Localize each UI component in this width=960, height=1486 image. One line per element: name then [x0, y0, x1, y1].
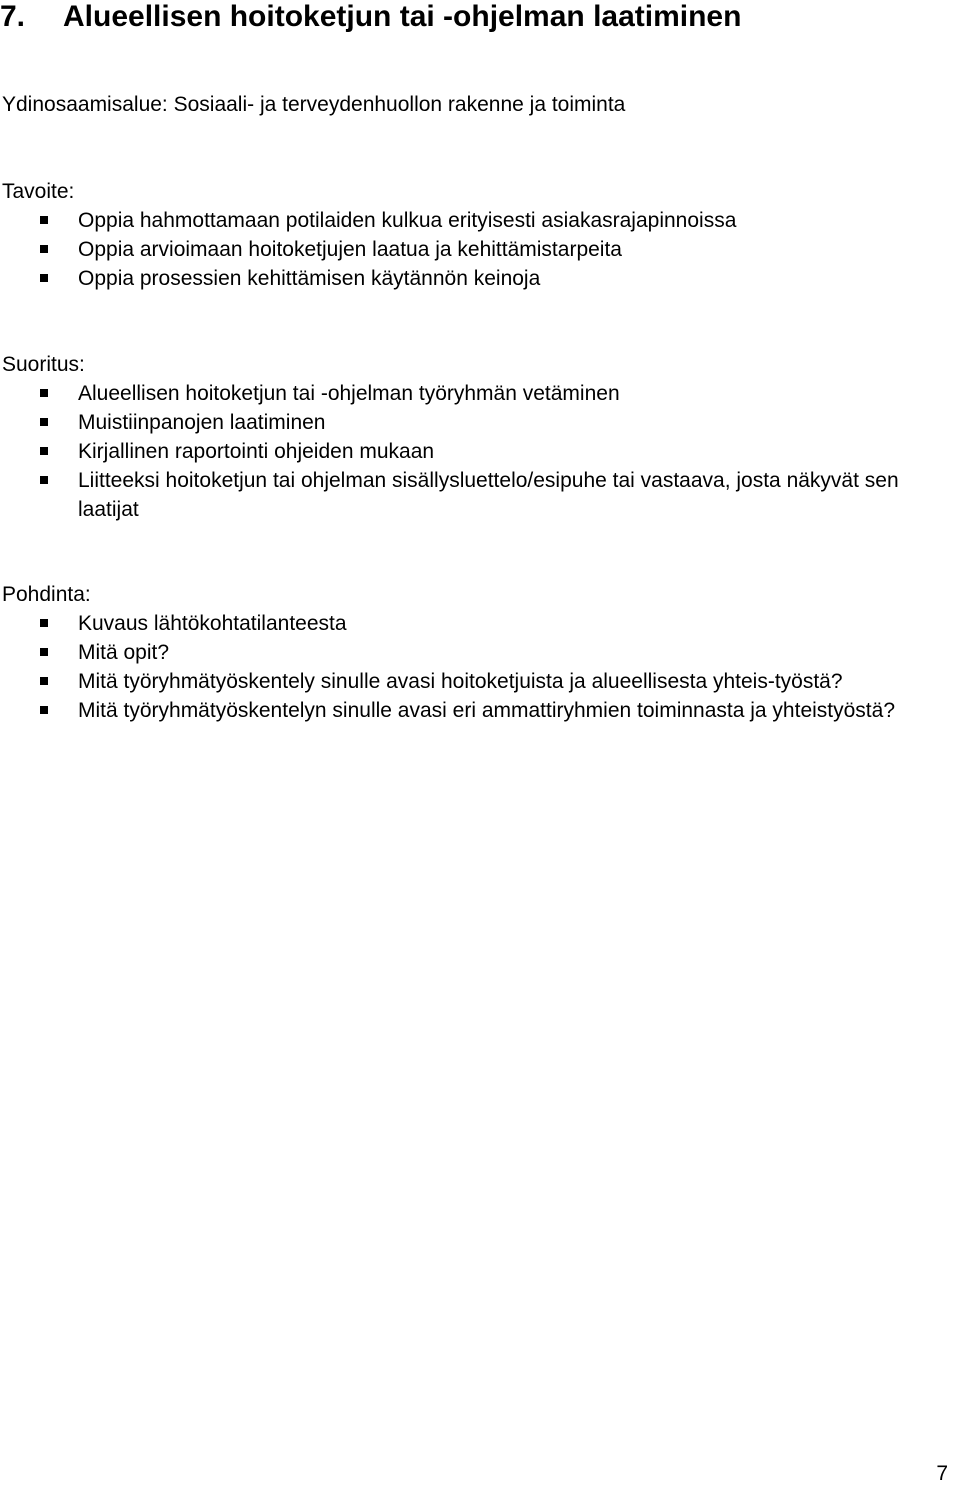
square-bullet-icon	[40, 274, 48, 282]
list-item	[2, 466, 952, 524]
square-bullet-icon	[40, 389, 48, 397]
list-item-text: Mitä työryhmätyöskentely sinulle avasi hoitoketjuista ja alueellisesta yhteis-työstä?	[78, 670, 843, 693]
square-bullet-icon	[40, 706, 48, 714]
list-item-text: Liitteeksi hoitoketjun tai ohjelman sisällysluettelo/esipuhe tai vastaava, josta näkyvät sen laatijat	[78, 469, 899, 521]
section-suoritus	[2, 350, 952, 524]
square-bullet-icon	[40, 619, 48, 627]
list-item-text: Alueellisen hoitoketjun tai -ohjelman työryhmän vetäminen	[78, 382, 620, 405]
list-item-text: Kirjallinen raportointi ohjeiden mukaan	[78, 440, 435, 463]
tavoite-list	[2, 206, 952, 293]
list-item	[2, 264, 952, 293]
list-item	[2, 638, 952, 667]
section-label-pohdinta: Pohdinta:	[2, 583, 91, 606]
section-heading	[0, 0, 741, 34]
list-item-text: Mitä työryhmätyöskentelyn sinulle avasi eri ammattiryhmien toiminnasta ja yhteistyöstä?	[78, 699, 896, 722]
list-item	[2, 437, 952, 466]
section-label-tavoite: Tavoite:	[2, 180, 75, 203]
square-bullet-icon	[40, 245, 48, 253]
page-number: 7	[936, 1462, 948, 1485]
pohdinta-list	[2, 609, 952, 725]
list-item-text: Mitä opit?	[78, 641, 170, 664]
section-number: 7.	[0, 0, 26, 33]
square-bullet-icon	[40, 476, 48, 484]
list-item-text: Kuvaus lähtökohtatilanteesta	[78, 612, 347, 635]
list-item-text: Muistiinpanojen laatiminen	[78, 411, 326, 434]
list-item	[2, 667, 952, 696]
list-item	[2, 696, 952, 725]
list-item-text: Oppia hahmottamaan potilaiden kulkua erityisesti asiakasrajapinnoissa	[78, 209, 737, 232]
core-area-line: Ydinosaamisalue: Sosiaali- ja terveydenhuollon rakenne ja toiminta	[2, 93, 626, 116]
list-item-text: Oppia prosessien kehittämisen käytännön keinoja	[78, 267, 541, 290]
list-item	[2, 609, 952, 638]
square-bullet-icon	[40, 447, 48, 455]
square-bullet-icon	[40, 648, 48, 656]
list-item-text: Oppia arvioimaan hoitoketjujen laatua ja kehittämistarpeita	[78, 238, 622, 261]
section-label-suoritus: Suoritus:	[2, 353, 85, 376]
list-item	[2, 235, 952, 264]
list-item	[2, 206, 952, 235]
square-bullet-icon	[40, 418, 48, 426]
suoritus-list	[2, 379, 952, 524]
square-bullet-icon	[40, 216, 48, 224]
section-pohdinta	[2, 580, 952, 725]
section-title: Alueellisen hoitoketjun tai -ohjelman laatiminen	[63, 0, 742, 33]
square-bullet-icon	[40, 677, 48, 685]
list-item	[2, 379, 952, 408]
section-tavoite	[2, 177, 952, 293]
list-item	[2, 408, 952, 437]
